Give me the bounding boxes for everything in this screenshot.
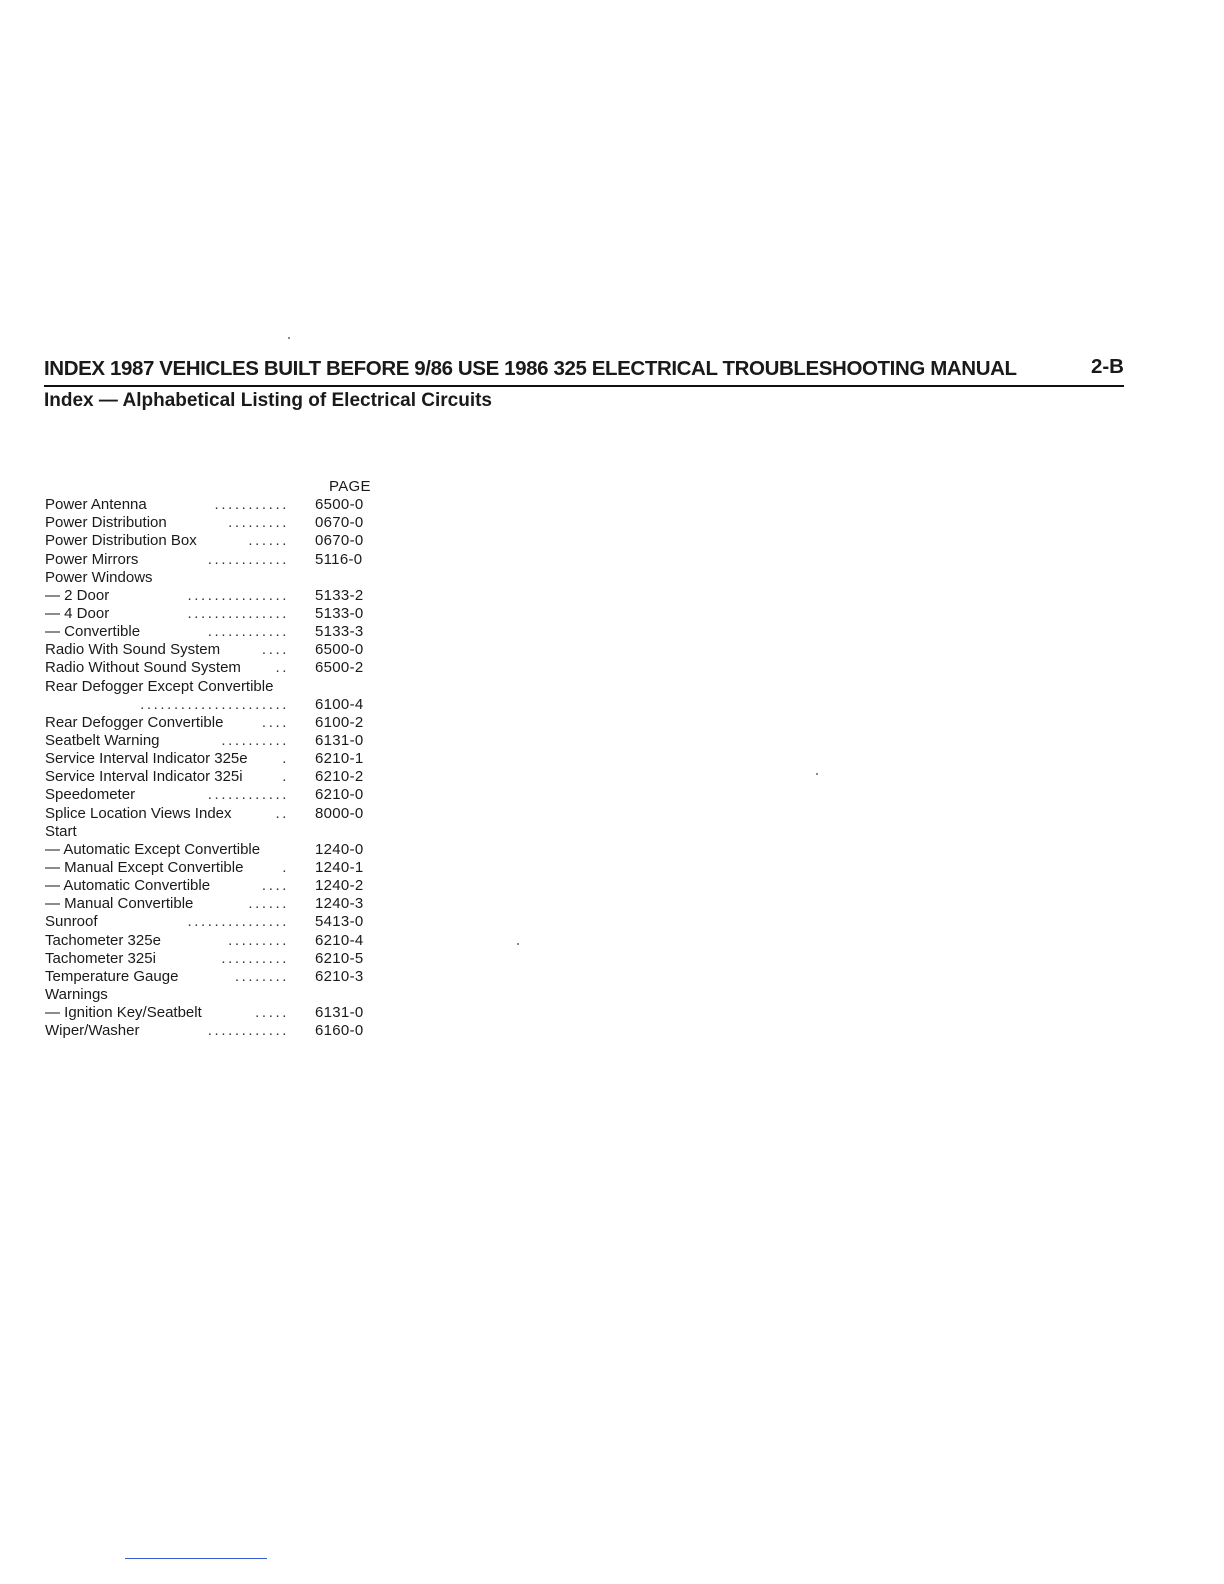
index-entry	[45, 1022, 385, 1040]
entry-label: Rear Defogger Except Convertible	[45, 677, 274, 695]
entry-label: Power Windows	[45, 568, 153, 586]
entry-page-number: 5133-0	[315, 604, 364, 622]
entry-page-number: 5413-0	[315, 913, 364, 931]
entry-page-number: 5133-3	[315, 623, 364, 641]
entry-leader-dots: ..........	[221, 949, 289, 967]
index-entry	[45, 859, 385, 877]
entry-page-number: 6210-2	[315, 768, 364, 786]
entry-leader-dots: ...............	[187, 586, 289, 604]
entry-leader-dots: ...........	[214, 496, 289, 514]
index-entry	[45, 678, 385, 696]
index-entry	[45, 768, 385, 786]
page-column-header: PAGE	[329, 478, 371, 495]
index-entry	[45, 895, 385, 913]
entry-page-number: 1240-3	[315, 895, 364, 913]
entry-label: Power Antenna	[45, 496, 147, 514]
entry-leader-dots: ......	[248, 895, 289, 913]
entry-leader-dots: ............	[207, 786, 289, 804]
entry-label: — Manual Except Convertible	[45, 858, 244, 876]
entry-label: Tachometer 325i	[45, 949, 156, 967]
entry-leader-dots: ...............	[187, 913, 289, 931]
entry-label: Rear Defogger Convertible	[45, 713, 224, 731]
page-header	[44, 355, 1124, 387]
entry-leader-dots: ......................	[140, 695, 289, 713]
index-entry	[45, 569, 385, 587]
index-column-header	[45, 478, 385, 496]
entry-label: Seatbelt Warning	[45, 731, 160, 749]
entry-page-number: 1240-2	[315, 877, 364, 895]
entry-page-number: 6100-4	[315, 695, 364, 713]
entry-page-number: 6210-3	[315, 967, 364, 985]
entry-label: Tachometer 325e	[45, 931, 161, 949]
entry-leader-dots: ......	[248, 532, 289, 550]
entry-leader-dots: ....	[261, 713, 289, 731]
entry-label: — 2 Door	[45, 586, 110, 604]
entry-label: Radio Without Sound System	[45, 659, 241, 677]
entry-leader-dots: ....	[261, 641, 289, 659]
index-entry	[45, 968, 385, 986]
header-title: INDEX 1987 VEHICLES BUILT BEFORE 9/86 USE 1986 325 ELECTRICAL TROUBLESHOOTING MANUAL	[44, 357, 1017, 380]
scan-speck	[816, 773, 818, 775]
entry-leader-dots: ..	[275, 804, 289, 822]
index-entry	[45, 805, 385, 823]
index-entry	[45, 587, 385, 605]
index-entry	[45, 641, 385, 659]
entry-page-number: 6210-0	[315, 786, 364, 804]
entry-leader-dots: ............	[207, 550, 289, 568]
entry-page-number: 0670-0	[315, 532, 364, 550]
entry-label: — Automatic Except Convertible	[45, 840, 261, 858]
entry-page-number: 0670-0	[315, 514, 364, 532]
entry-leader-dots: ............	[207, 1022, 289, 1040]
index-entry	[45, 913, 385, 931]
index-entry	[45, 1004, 385, 1022]
entry-label: Sunroof	[45, 913, 98, 931]
index-entry	[45, 786, 385, 804]
entry-label: Speedometer	[45, 786, 136, 804]
entry-page-number: 6210-4	[315, 931, 364, 949]
entry-leader-dots: ....	[261, 877, 289, 895]
entry-label: Service Interval Indicator 325i	[45, 768, 243, 786]
index-entry	[45, 986, 385, 1004]
entry-page-number: 6500-2	[315, 659, 364, 677]
entry-label: Warnings	[45, 985, 108, 1003]
entry-label: Radio With Sound System	[45, 641, 221, 659]
entry-leader-dots: .	[282, 858, 289, 876]
entry-leader-dots: .	[282, 750, 289, 768]
entry-leader-dots: ........	[234, 967, 289, 985]
entry-label: Wiper/Washer	[45, 1022, 140, 1040]
index-entry	[45, 841, 385, 859]
index-entry	[45, 532, 385, 550]
entry-label: Power Mirrors	[45, 550, 139, 568]
index-entry	[45, 877, 385, 895]
entry-page-number: 6160-0	[315, 1022, 364, 1040]
entry-label: Start	[45, 822, 77, 840]
entry-page-number: 6500-0	[315, 641, 364, 659]
entry-label: — Manual Convertible	[45, 895, 194, 913]
entry-label: Service Interval Indicator 325e	[45, 750, 248, 768]
entry-page-number: 6210-5	[315, 949, 364, 967]
entry-label: — Ignition Key/Seatbelt	[45, 1004, 202, 1022]
index-entry	[45, 696, 385, 714]
index-entry	[45, 605, 385, 623]
index-entry	[45, 932, 385, 950]
footer-rule	[125, 1558, 267, 1559]
entry-page-number: 1240-1	[315, 858, 364, 876]
entry-page-number: 6131-0	[315, 1004, 364, 1022]
index-entry	[45, 551, 385, 569]
entry-label: — Automatic Convertible	[45, 877, 211, 895]
entry-leader-dots: .	[282, 768, 289, 786]
entry-leader-dots: .........	[228, 514, 289, 532]
entry-page-number: 8000-0	[315, 804, 364, 822]
index-entry	[45, 623, 385, 641]
index-entry	[45, 659, 385, 677]
index-subtitle: Index — Alphabetical Listing of Electrical Circuits	[44, 390, 493, 411]
entry-leader-dots: .........	[228, 931, 289, 949]
scan-speck	[517, 943, 519, 945]
header-page-label: 2-B	[1090, 355, 1124, 378]
index-rows	[45, 496, 385, 1040]
entry-label: Power Distribution Box	[45, 532, 197, 550]
entry-label: Splice Location Views Index	[45, 804, 232, 822]
index-entry	[45, 950, 385, 968]
entry-label: Temperature Gauge	[45, 967, 179, 985]
entry-leader-dots: ..........	[221, 731, 289, 749]
entry-page-number: 6500-0	[315, 496, 364, 514]
index-entry	[45, 823, 385, 841]
entry-leader-dots: .....	[255, 1004, 289, 1022]
entry-page-number: 5133-2	[315, 586, 364, 604]
entry-page-number: 5116-0	[315, 550, 363, 568]
entry-leader-dots: ...............	[187, 604, 289, 622]
entry-page-number: 1240-0	[315, 840, 364, 858]
entry-leader-dots: ..	[275, 659, 289, 677]
entry-label: — 4 Door	[45, 604, 110, 622]
index-entry	[45, 514, 385, 532]
entry-label: Power Distribution	[45, 514, 167, 532]
index-entry	[45, 714, 385, 732]
entry-page-number: 6131-0	[315, 731, 364, 749]
entry-leader-dots: ............	[207, 623, 289, 641]
entry-label: — Convertible	[45, 623, 141, 641]
scan-speck	[288, 337, 290, 339]
index-entry	[45, 750, 385, 768]
entry-page-number: 6100-2	[315, 713, 364, 731]
entry-page-number: 6210-1	[315, 750, 364, 768]
index-entry	[45, 732, 385, 750]
index-list	[45, 478, 385, 1040]
index-entry	[45, 496, 385, 514]
